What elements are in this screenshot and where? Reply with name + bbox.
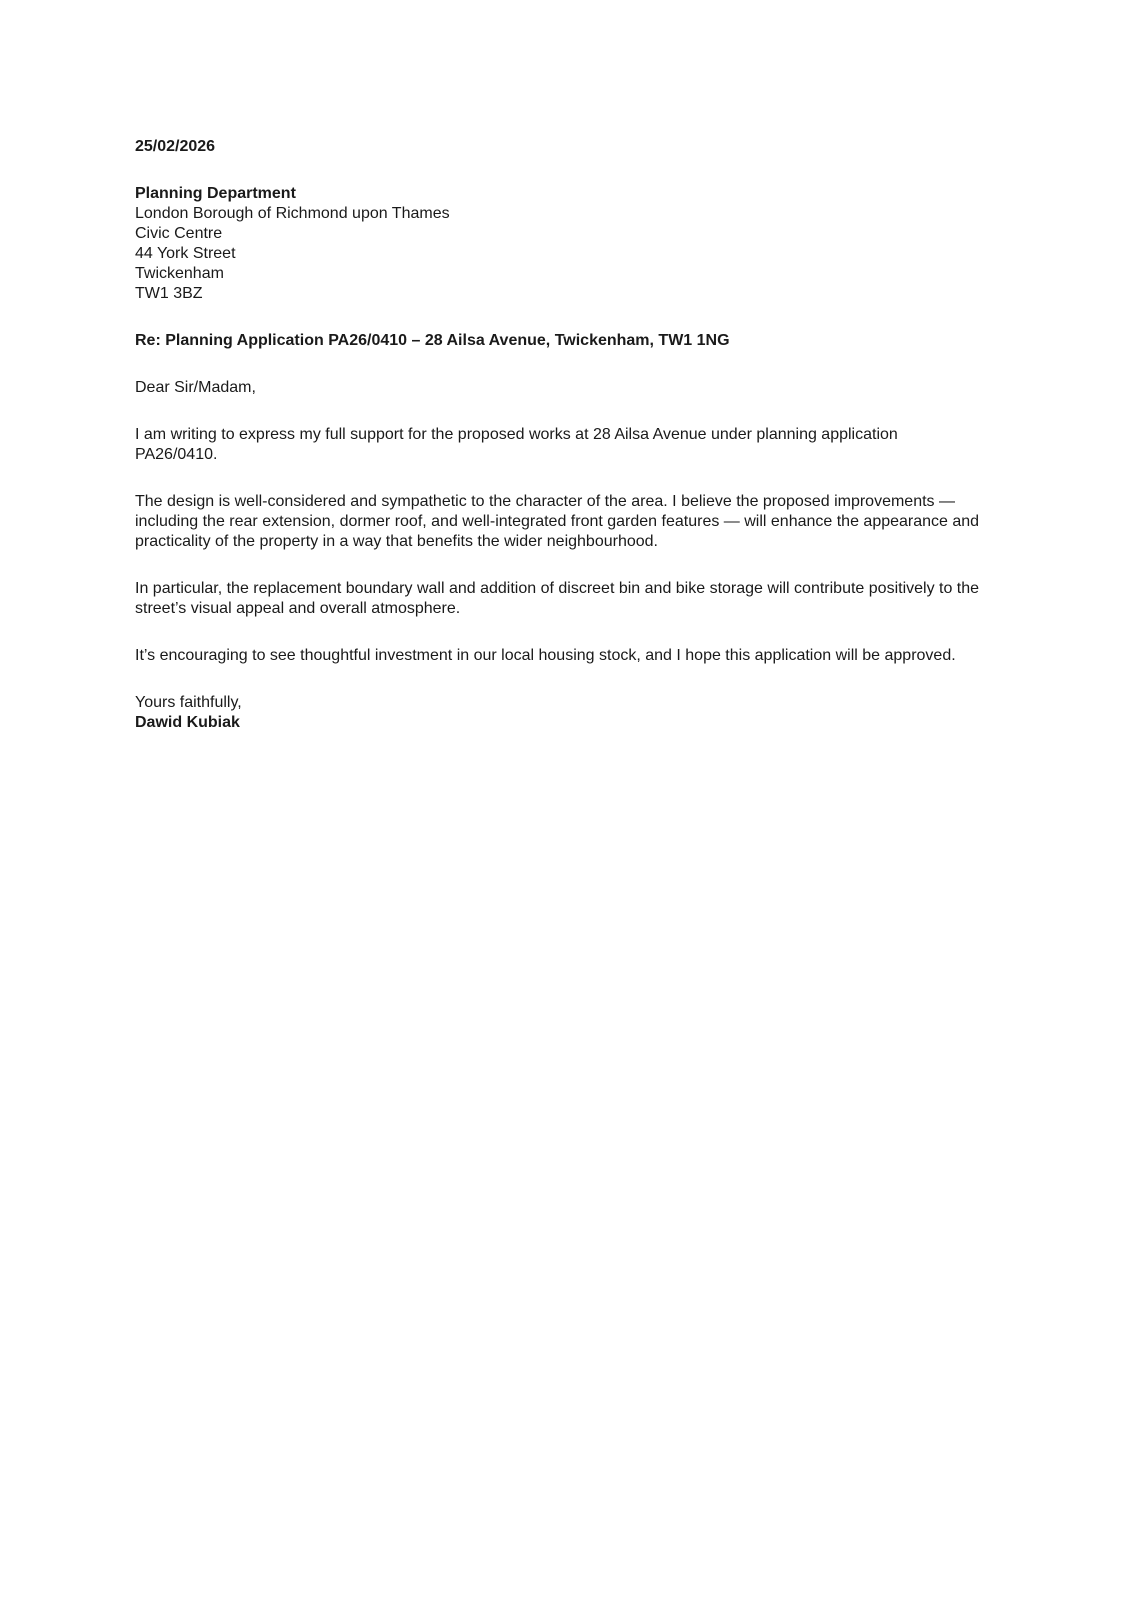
signature-name: Dawid Kubiak bbox=[135, 714, 240, 731]
body-paragraph: In particular, the replacement boundary wall and addition of discreet bin and bike storage will contribute positively to the street’s visual appeal and overall atmosphere. bbox=[135, 580, 980, 617]
recipient-address-line: Twickenham bbox=[135, 265, 224, 282]
recipient-address-line: London Borough of Richmond upon Thames bbox=[135, 205, 450, 222]
subject-line: Re: Planning Application PA26/0410 – 28 Ailsa Avenue, Twickenham, TW1 1NG bbox=[135, 332, 730, 349]
salutation: Dear Sir/Madam, bbox=[135, 379, 256, 396]
letter-date: 25/02/2026 bbox=[135, 138, 216, 155]
recipient-address-line: Civic Centre bbox=[135, 225, 223, 242]
body-paragraph: It’s encouraging to see thoughtful investment in our local housing stock, and I hope this application will be approved. bbox=[135, 647, 956, 664]
recipient-address-block bbox=[135, 184, 980, 304]
closing-line: Yours faithfully, bbox=[135, 694, 242, 711]
body-paragraph: The design is well-considered and sympathetic to the character of the area. I believe the proposed improvements — including the rear extension, dormer roof, and well-integrated front garden features — will enhance the appearance and practicality of the property in a way that benefits the wider neighbourhood. bbox=[135, 493, 980, 550]
recipient-address-line: TW1 3BZ bbox=[135, 285, 203, 302]
recipient-address-line: 44 York Street bbox=[135, 245, 236, 262]
signature-block bbox=[135, 693, 980, 733]
recipient-name: Planning Department bbox=[135, 185, 296, 202]
body-paragraph: I am writing to express my full support for the proposed works at 28 Ailsa Avenue under planning application PA26/0410. bbox=[135, 426, 898, 463]
letter-body bbox=[135, 137, 980, 733]
